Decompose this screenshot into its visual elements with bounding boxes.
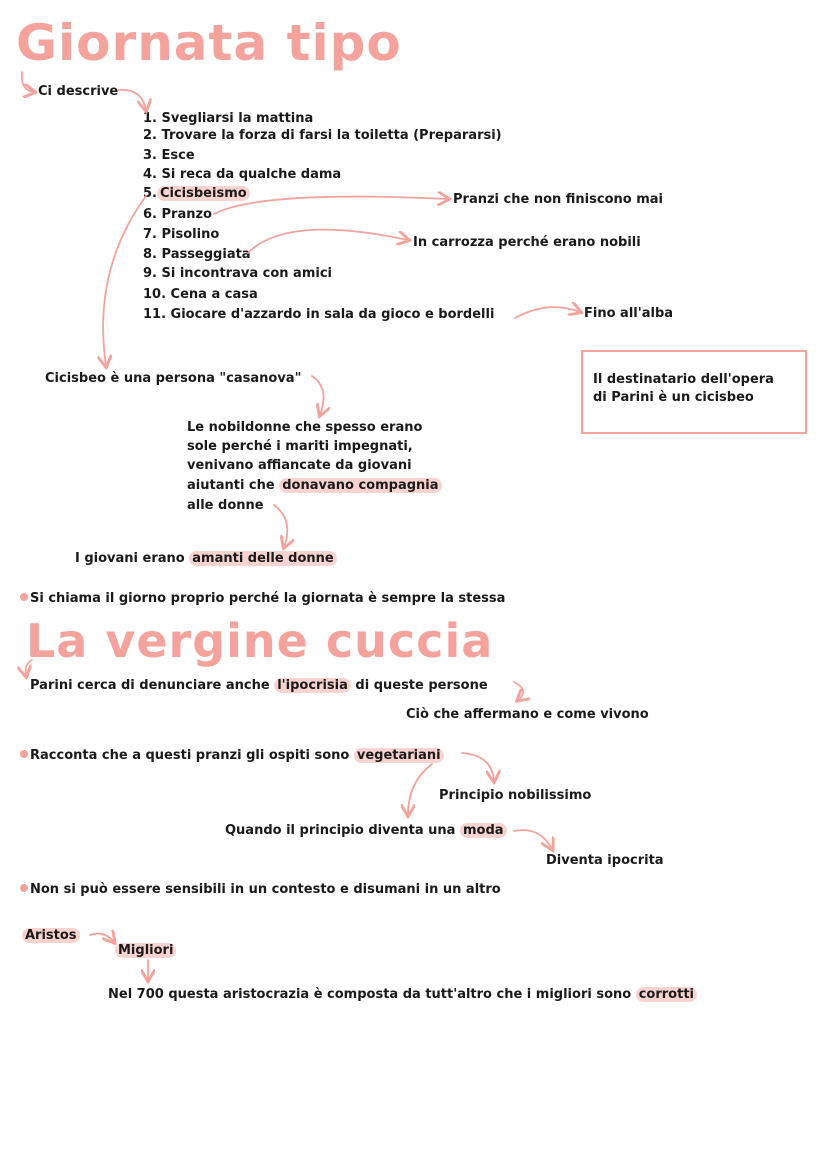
list-item: 2. Trovare la forza di farsi la toiletta (Prepararsi): [143, 128, 502, 143]
arrow-nobildonne-to-giovani: [274, 505, 287, 547]
principio-line: Principio nobilissimo: [439, 788, 592, 803]
list-item: 6. Pranzo: [143, 207, 212, 222]
giovani-text: I giovani erano: [75, 551, 190, 566]
arrow-title-to-intro: [22, 72, 34, 92]
arrow-bordelli-to-alba: [515, 307, 580, 318]
highlight-moda: moda: [460, 823, 507, 838]
parini-text-end: di queste persone: [350, 678, 488, 693]
highlight-ipocrisia: l'ipocrisia: [274, 678, 351, 693]
box-line: Il destinatario dell'opera: [593, 372, 774, 387]
list-item: 8. Passeggiata: [143, 247, 251, 262]
intro-ci-descrive: Ci descrive: [38, 84, 119, 99]
nobildonne-line: alle donne: [187, 498, 264, 513]
highlight-migliori: Migliori: [115, 943, 176, 958]
arrow-cicisbeismo-down: [103, 196, 146, 366]
quando-text: Quando il principio diventa una: [225, 823, 460, 838]
highlight-donavano-compagnia: donavano compagnia: [279, 478, 441, 493]
box-line: di Parini è un cicisbeo: [593, 390, 754, 405]
arrow-moda-to-ipocrita: [514, 830, 552, 849]
affermano-line: Ciò che affermano e come vivono: [406, 707, 649, 722]
list-item: 9. Si incontrava con amici: [143, 266, 332, 281]
giorno-text: Si chiama il giorno proprio perché la giornata è sempre la stessa: [30, 591, 506, 606]
note-alba: Fino all'alba: [584, 306, 674, 321]
list-item: 1. Svegliarsi la mattina: [143, 111, 314, 126]
list-item: 4. Si reca da qualche dama: [143, 167, 342, 182]
list-item: 3. Esce: [143, 148, 195, 163]
arrow-title2-to-parini: [26, 660, 32, 676]
arrow-casanova-to-nobildonne: [312, 376, 324, 415]
arrow-pranzo-to-pranzi: [214, 197, 448, 214]
note-pranzi: Pranzi che non finiscono mai: [453, 192, 663, 207]
highlight-aristos: Aristos: [22, 928, 80, 943]
nobildonne-line: Le nobildonne che spesso erano: [187, 420, 423, 435]
title-vergine-cuccia: La vergine cuccia: [26, 614, 494, 668]
arrow-vegetariani-to-principio: [462, 753, 494, 781]
cicisbeo-definition: Cicisbeo è una persona "casanova": [45, 371, 302, 386]
highlight-vegetariani: vegetariani: [354, 748, 444, 763]
arrow-intro-to-list: [118, 90, 146, 110]
nobildonne-line: venivano affiancate da giovani: [187, 458, 412, 473]
ipocrita-line: Diventa ipocrita: [546, 853, 664, 868]
list-item: 10. Cena a casa: [143, 287, 258, 302]
nel700-text: Nel 700 questa aristocrazia è composta da tutt'altro che i migliori sono: [108, 987, 636, 1002]
nobildonne-text: aiutanti che: [187, 478, 280, 493]
highlight-amanti: amanti delle donne: [189, 551, 336, 566]
parini-text: Parini cerca di denunciare anche: [30, 678, 275, 693]
title-giornata-tipo: Giornata tipo: [16, 14, 402, 72]
arrow-aristos-to-migliori: [90, 934, 114, 942]
racconta-text: Racconta che a questi pranzi gli ospiti sono: [30, 748, 354, 763]
nobildonne-line: sole perché i mariti impegnati,: [187, 439, 413, 454]
arrow-parini-to-affermano: [514, 682, 523, 700]
note-carrozza: In carrozza perché erano nobili: [413, 235, 641, 250]
list-item: 11. Giocare d'azzardo in sala da gioco e bordelli: [143, 307, 495, 322]
highlight-cicisbeismo: Cicisbeismo: [157, 186, 250, 201]
sensibili-text: Non si può essere sensibili in un contesto e disumani in un altro: [30, 882, 501, 897]
arrow-passeggiata-to-carrozza: [248, 230, 408, 253]
list-item-number: 5.: [143, 186, 157, 201]
list-item: 7. Pisolino: [143, 227, 220, 242]
highlight-corrotti: corrotti: [636, 987, 697, 1002]
arrow-vegetariani-to-quando: [408, 764, 432, 815]
